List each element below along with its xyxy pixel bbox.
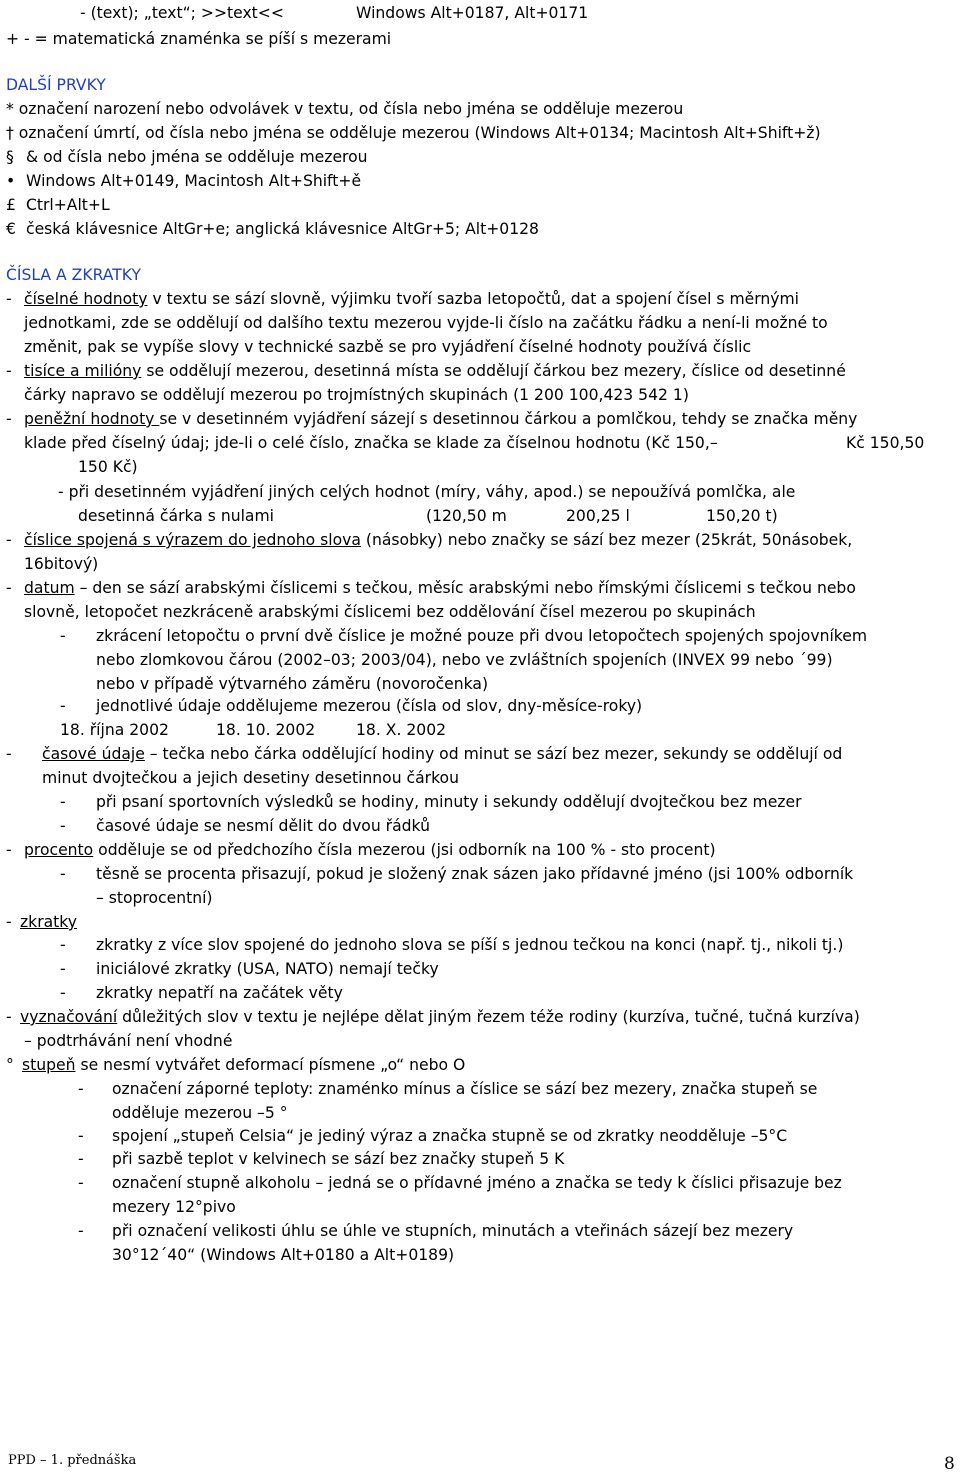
num3-sub-line2c: 200,25 l (566, 507, 630, 525)
date-example-3: 18. X. 2002 (356, 721, 447, 739)
num3-sub-line2a: desetinná čárka s nulami (78, 507, 275, 525)
bullet-text: Windows Alt+0149, Macintosh Alt+Shift+ě (26, 172, 362, 190)
date-line2: slovně, letopočet nezkráceně arabskými číslicemi bez oddělování čísel mezerou po skupinách (24, 603, 756, 621)
abbr-sub2: iniciálové zkratky (USA, NATO) nemají tečky (96, 960, 439, 978)
math-signs-line: + - = matematická znaménka se píší s mezerami (6, 30, 392, 48)
quote-example: - (text); „text“; >>text<< (80, 4, 284, 22)
degree-rest: se nesmí vytvářet deformací písmene „o“ nebo O (75, 1056, 466, 1074)
deg-sub3-dash: - (78, 1150, 84, 1168)
section-heading-numbers: ČÍSLA A ZKRATKY (6, 266, 141, 284)
num3-line1 (24, 407, 857, 431)
date-sub2-line1: jednotlivé údaje oddělujeme mezerou (čísla od slov, dny-měsíce-roky) (96, 697, 643, 715)
deg-sub4-line1: označení stupně alkoholu – jedná se o přídavné jméno a značka se tedy k číslici přisazuje bez (112, 1174, 842, 1192)
abbr-heading (20, 910, 77, 934)
time-rest: – tečka nebo čárka oddělující hodiny od minut se sází bez mezer, sekundy se oddělují od (144, 745, 843, 763)
pound-text: Ctrl+Alt+L (26, 196, 110, 214)
degree-term: stupeň (22, 1056, 76, 1074)
abbr-term: zkratky (20, 913, 77, 931)
num1-line2: jednotkami, zde se oddělují od dalšího textu mezerou vyjde-li číslo na začátku řádku a není-li možné to (24, 314, 828, 332)
dagger-line: † označení úmrtí, od čísla nebo jména se odděluje mezerou (Windows Alt+0134; Macintosh Alt+Shift+ž) (6, 124, 821, 142)
num1-term: číselné hodnoty (24, 290, 148, 308)
time-sub1-dash: - (60, 793, 66, 811)
pct-sub-line2: – stoprocentní) (96, 889, 213, 907)
emph-line1 (20, 1005, 860, 1029)
bullet-symbol: • (6, 172, 16, 190)
num2-rest: se oddělují mezerou, desetinná místa se oddělují čárkou bez mezery, číslice od desetinné (141, 362, 846, 380)
emph-rest: důležitých slov v textu je nejlépe dělat jiným řezem téže rodiny (kurzíva, tučné, tučná kurzíva) (117, 1008, 860, 1026)
footer-title: PPD – 1. přednáška (8, 1453, 137, 1468)
time-line2: minut dvojtečkou a jejich desetiny desetinnou čárkou (42, 769, 459, 787)
deg-sub1-dash: - (78, 1080, 84, 1098)
num2-term: tisíce a milióny (24, 362, 142, 380)
date-sub1-dash: - (60, 627, 66, 645)
bullet-line (6, 169, 361, 193)
emph-line2: – podtrhávání není vhodné (24, 1032, 233, 1050)
deg-sub5-dash: - (78, 1222, 84, 1240)
num3-sub-line2d: 150,20 t) (706, 507, 778, 525)
deg-sub2: spojení „stupeň Celsia“ je jediný výraz a značka stupně se od zkratky neodděluje –5°C (112, 1127, 788, 1145)
pct-term: procento (24, 841, 94, 859)
num4-rest: (násobky) nebo značky se sází bez mezer (25krát, 50násobek, (360, 531, 853, 549)
deg-sub5-line2: 30°12´40“ (Windows Alt+0180 a Alt+0189) (112, 1246, 455, 1264)
deg-sub5-line1: při označení velikosti úhlu se úhle ve stupních, minutách a vteřinách sázejí bez mezery (112, 1222, 794, 1240)
date-sub2-dash: - (60, 697, 66, 715)
num1-dash: - (6, 290, 12, 308)
pct-rest: odděluje se od předchozího čísla mezerou (jsi odborník na 100 % - sto procent) (93, 841, 716, 859)
date-dash: - (6, 579, 12, 597)
abbr-sub1-dash: - (60, 936, 66, 954)
num3-line3: 150 Kč) (78, 458, 138, 476)
deg-sub2-dash: - (78, 1127, 84, 1145)
section-heading-other: DALŠÍ PRVKY (6, 76, 106, 94)
num3-line2a: klade před číselný údaj; jde-li o celé číslo, značka se klade za číselnou hodnotu (Kč 150,– (24, 434, 718, 452)
degree-symbol: ° (6, 1056, 14, 1074)
date-sub1-line3: nebo v případě výtvarného záměru (novoročenka) (96, 675, 489, 693)
date-example-1: 18. října 2002 (60, 721, 169, 739)
pct-dash: - (6, 841, 12, 859)
euro-text: česká klávesnice AltGr+e; anglická klávesnice AltGr+5; Alt+0128 (26, 220, 539, 238)
euro-line (6, 217, 539, 241)
section-sign-symbol: § (6, 148, 14, 166)
time-sub2-dash: - (60, 817, 66, 835)
section-sign-line (6, 145, 368, 169)
date-sub1-line1: zkrácení letopočtu o první dvě číslice je možné pouze při dvou letopočtech spojených spojovníkem (96, 627, 868, 645)
num2-line1 (24, 359, 846, 383)
deg-sub4-dash: - (78, 1174, 84, 1192)
time-dash: - (6, 745, 12, 763)
num4-line1 (24, 528, 852, 552)
quote-shortcut: Windows Alt+0187, Alt+0171 (356, 4, 589, 22)
num2-line2: čárky napravo se oddělují mezerou po trojmístných skupinách (1 200 100,423 542 1) (24, 386, 689, 404)
abbr-sub2-dash: - (60, 960, 66, 978)
pct-sub-line1: těsně se procenta přisazují, pokud je složený znak sázen jako přídavné jméno (jsi 100% odborník (96, 865, 854, 883)
abbr-sub3: zkratky nepatří na začátek věty (96, 984, 343, 1002)
deg-sub1-line2: odděluje mezerou –5 ° (112, 1104, 288, 1122)
num3-line2b: Kč 150,50 (846, 434, 925, 452)
euro-symbol: € (6, 220, 16, 238)
pct-line1 (24, 838, 716, 862)
pound-symbol: £ (6, 196, 16, 214)
date-example-2: 18. 10. 2002 (216, 721, 316, 739)
abbr-dash: - (6, 913, 12, 931)
date-sub1-line2: nebo zlomkovou čárou (2002–03; 2003/04), nebo ve zvláštních spojeních (INVEX 99 nebo ´99) (96, 651, 833, 669)
num4-line2: 16bitový) (24, 555, 99, 573)
emph-dash: - (6, 1008, 12, 1026)
date-rest: – den se sází arabskými číslicemi s tečkou, měsíc arabskými nebo římskými číslicemi s tečkou nebo (74, 579, 856, 597)
time-sub1: při psaní sportovních výsledků se hodiny, minuty i sekundy oddělují dvojtečkou bez mezer (96, 793, 802, 811)
deg-sub3: při sazbě teplot v kelvinech se sází bez značky stupeň 5 K (112, 1150, 565, 1168)
num1-line3: změnit, pak se vypíše slovy v technické sazbě se pro vyjádření číselné hodnoty používá číslic (24, 338, 752, 356)
num4-term: číslice spojená s výrazem do jednoho slova (24, 531, 361, 549)
emph-term: vyznačování (20, 1008, 118, 1026)
pound-line (6, 193, 110, 217)
num3-sub-line1: - při desetinném vyjádření jiných celých hodnot (míry, váhy, apod.) se nepoužívá pomlčka, ale (58, 483, 796, 501)
time-term: časové údaje (42, 745, 145, 763)
time-sub2: časové údaje se nesmí dělit do dvou řádků (96, 817, 430, 835)
num1-rest: v textu se sází slovně, výjimku tvoří sazba letopočtů, dat a spojení čísel s měrnými (147, 290, 800, 308)
date-term: datum (24, 579, 75, 597)
time-line1 (42, 742, 842, 766)
star-line: * označení narození nebo odvolávek v textu, od čísla nebo jména se odděluje mezerou (6, 100, 684, 118)
num3-sub-line2b: (120,50 m (426, 507, 507, 525)
abbr-sub1: zkratky z více slov spojené do jednoho slova se píší s jednou tečkou na konci (např. tj., nikoli tj.) (96, 936, 844, 954)
num3-term: peněžní hodnoty (24, 410, 160, 428)
num3-dash: - (6, 410, 12, 428)
page-number: 8 (944, 1454, 955, 1474)
deg-sub4-line2: mezery 12°pivo (112, 1198, 236, 1216)
num2-dash: - (6, 362, 12, 380)
pct-sub-dash: - (60, 865, 66, 883)
degree-line1 (22, 1053, 465, 1077)
num3-rest: se v desetinném vyjádření sázejí s desetinnou čárkou a pomlčkou, tehdy se značka měny (159, 410, 858, 428)
abbr-sub3-dash: - (60, 984, 66, 1002)
num1-line1 (24, 287, 799, 311)
date-line1 (24, 576, 856, 600)
num4-dash: - (6, 531, 12, 549)
section-sign-text: & od čísla nebo jména se odděluje mezerou (26, 148, 368, 166)
deg-sub1-line1: označení záporné teploty: znaménko mínus a číslice se sází bez mezery, značka stupeň se (112, 1080, 818, 1098)
